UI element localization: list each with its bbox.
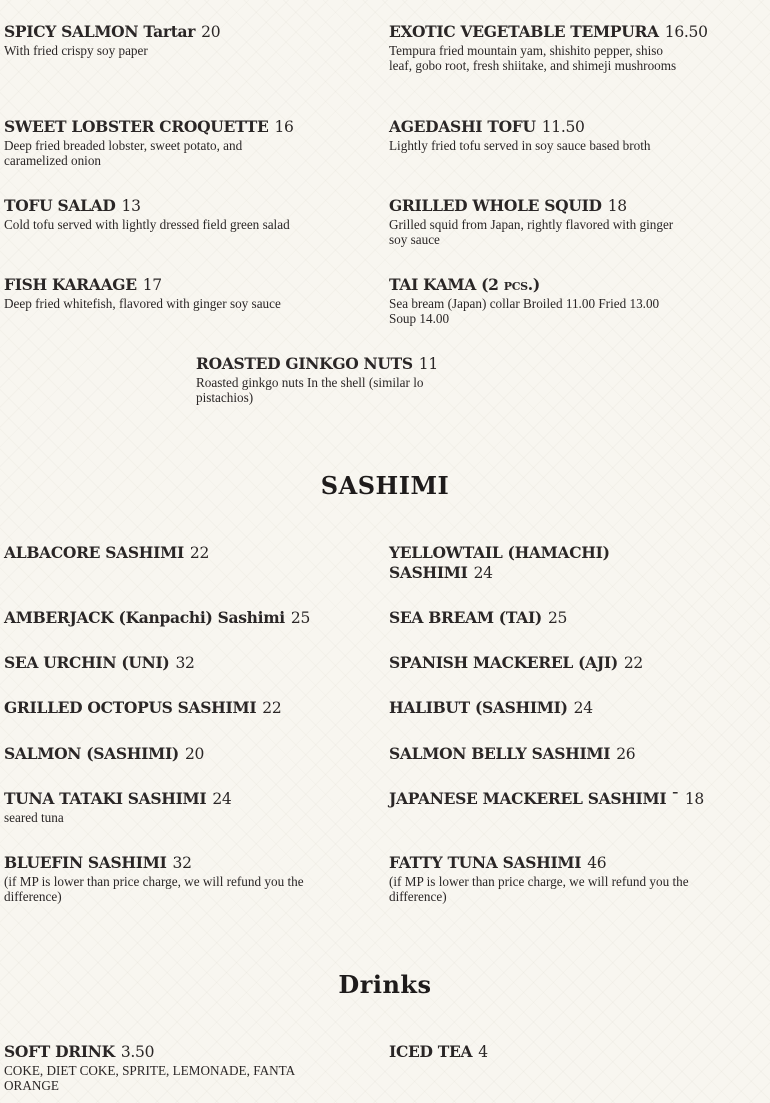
- item-description: Grilled squid from Japan, rightly flavored with ginger soy sauce: [389, 217, 674, 247]
- menu-item-fatty-tuna-sashimi: [389, 853, 689, 904]
- item-price: 3.50: [120, 1043, 155, 1061]
- item-name: TAI KAMA (2 pcs.): [389, 275, 540, 294]
- item-name: SPICY SALMON Tartar: [4, 22, 196, 41]
- item-description: With fried crispy soy paper: [4, 43, 148, 58]
- menu-item-salmon-belly-sashimi: [389, 744, 689, 764]
- menu-item-spicy-salmon-tartar: [4, 22, 334, 58]
- item-price: 20: [184, 745, 205, 763]
- menu-item-fish-karaage: [4, 275, 334, 311]
- menu-item-sea-bream-tai: [389, 608, 689, 628]
- item-name: AGEDASHI TOFU: [389, 117, 536, 136]
- item-price: 16: [274, 118, 294, 136]
- item-description: COKE, DIET COKE, SPRITE, LEMONADE, FANTA ORANGE: [4, 1063, 295, 1093]
- menu-item-soft-drink: [4, 1042, 309, 1093]
- item-price: 46: [587, 854, 607, 872]
- item-name: SOFT DRINK: [4, 1042, 115, 1061]
- section-heading-sashimi: SASHIMI: [320, 471, 450, 500]
- item-name: TUNA TATAKI SASHIMI: [4, 789, 207, 808]
- item-description: Sea bream (Japan) collar Broiled 11.00 Fried 13.00 Soup 14.00: [389, 296, 660, 326]
- item-price: 13: [121, 197, 141, 215]
- item-price: 26: [616, 745, 636, 763]
- item-price: 17: [142, 276, 162, 294]
- item-description: Deep fried breaded lobster, sweet potato, and caramelized onion: [4, 138, 243, 168]
- item-name: SALMON BELLY SASHIMI: [389, 744, 611, 763]
- menu-item-agedashi-tofu: [389, 117, 689, 153]
- item-description: (if MP is lower than price charge, we will refund you the difference): [389, 874, 689, 904]
- item-price: 24: [212, 790, 232, 808]
- item-name: SWEET LOBSTER CROQUETTE: [4, 117, 269, 136]
- menu-item-grilled-octopus-sashimi: [4, 698, 334, 718]
- menu-item-sweet-lobster-croquette: [4, 117, 304, 168]
- item-name: GRILLED OCTOPUS SASHIMI: [4, 698, 257, 717]
- menu-item-tofu-salad: [4, 196, 334, 232]
- menu-item-japanese-mackerel-sashimi: [389, 789, 719, 809]
- item-price: 18: [684, 790, 704, 808]
- item-name: BLUEFIN SASHIMI: [4, 853, 167, 872]
- menu-item-amberjack-sashimi: [4, 608, 334, 628]
- item-price: 20: [201, 23, 221, 41]
- menu-item-sea-urchin-uni: [4, 653, 334, 673]
- item-description: (if MP is lower than price charge, we will refund you the difference): [4, 874, 304, 904]
- item-name: SPANISH MACKEREL (AJI): [389, 653, 618, 672]
- item-name: SEA BREAM (TAI): [389, 608, 542, 627]
- item-name: AMBERJACK (Kanpachi) Sashimi: [4, 608, 285, 627]
- item-name: YELLOWTAIL (HAMACHI) SASHIMI: [389, 543, 610, 582]
- item-price: 25: [290, 609, 311, 627]
- item-name: ICED TEA: [389, 1042, 473, 1061]
- item-name: FISH KARAAGE: [4, 275, 137, 294]
- item-price: 25: [547, 609, 568, 627]
- item-name: SALMON (SASHIMI): [4, 744, 179, 763]
- menu-item-spanish-mackerel-aji: [389, 653, 689, 673]
- menu-item-iced-tea: [389, 1042, 689, 1062]
- item-description: Lightly fried tofu served in soy sauce based broth: [389, 138, 651, 153]
- item-description: Deep fried whitefish, flavored with ginger soy sauce: [4, 296, 281, 311]
- menu-item-yellowtail-sashimi: [389, 543, 629, 583]
- section-heading-drinks: Drinks: [338, 970, 432, 999]
- menu-item-roasted-ginkgo-nuts: [196, 354, 451, 405]
- item-name: HALIBUT (SASHIMI): [389, 698, 568, 717]
- menu-item-tai-kama: [389, 275, 674, 326]
- item-price: 18: [607, 197, 627, 215]
- item-name: ROASTED GINKGO NUTS: [196, 354, 413, 373]
- item-name: JAPANESE MACKEREL SASHIMI ¯: [389, 789, 679, 808]
- menu-item-tuna-tataki-sashimi: [4, 789, 334, 825]
- item-description: Roasted ginkgo nuts In the shell (similar lo pistachios): [196, 375, 424, 405]
- item-name: FATTY TUNA SASHIMI: [389, 853, 582, 872]
- item-price: 32: [172, 854, 192, 872]
- item-name: EXOTIC VEGETABLE TEMPURA: [389, 22, 659, 41]
- item-price: 22: [262, 699, 282, 717]
- item-description: seared tuna: [4, 810, 64, 825]
- item-name: SEA URCHIN (UNI): [4, 653, 170, 672]
- item-description: Cold tofu served with lightly dressed field green salad: [4, 217, 290, 232]
- menu-item-grilled-whole-squid: [389, 196, 694, 247]
- item-name: GRILLED WHOLE SQUID: [389, 196, 602, 215]
- item-price: 11: [418, 355, 438, 373]
- menu-item-salmon-sashimi: [4, 744, 334, 764]
- item-name: TOFU SALAD: [4, 196, 116, 215]
- item-price: 22: [189, 544, 210, 562]
- menu-item-exotic-vegetable-tempura: [389, 22, 708, 73]
- item-price: 24: [473, 564, 493, 582]
- item-price: 22: [623, 654, 643, 672]
- item-price: 4: [478, 1043, 488, 1061]
- item-price: 24: [573, 699, 593, 717]
- menu-item-bluefin-sashimi: [4, 853, 304, 904]
- item-price: 11.50: [541, 118, 585, 136]
- item-description: Tempura fried mountain yam, shishito pepper, shiso leaf, gobo root, fresh shiitake, and shimeji mushrooms: [389, 43, 677, 73]
- menu-item-albacore-sashimi: [4, 543, 334, 563]
- item-price: 16.50: [664, 23, 708, 41]
- menu-item-halibut-sashimi: [389, 698, 689, 718]
- item-price: 32: [175, 654, 195, 672]
- item-name: ALBACORE SASHIMI: [4, 543, 184, 562]
